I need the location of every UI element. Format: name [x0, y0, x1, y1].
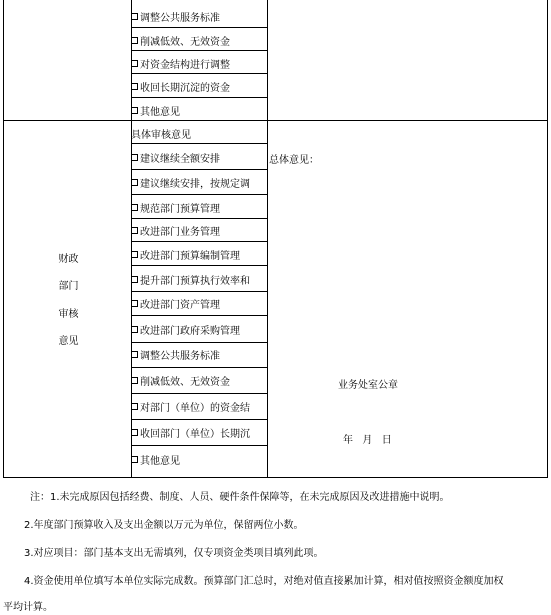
- finance-row-label: 财政: [58, 254, 79, 265]
- checkbox-option[interactable]: 建议继续全额安排: [131, 146, 267, 169]
- finance-row-label: 审核: [58, 309, 79, 320]
- checkbox-option[interactable]: 调整公共服务标准: [131, 343, 267, 366]
- checkbox-icon[interactable]: [131, 179, 138, 186]
- checkbox-option[interactable]: 规范部门预算管理: [131, 196, 267, 219]
- checkbox-icon[interactable]: [131, 83, 138, 90]
- column-divider-2: [267, 0, 268, 478]
- checkbox-option[interactable]: 其他意见: [131, 448, 267, 471]
- checkbox-icon[interactable]: [131, 107, 138, 114]
- note-line: 3.对应项目：部门基本支出无需填列，仅专项资金类项目填列此项。: [24, 548, 324, 559]
- row-line: [131, 315, 268, 316]
- checkbox-icon[interactable]: [131, 37, 138, 44]
- checkbox-icon[interactable]: [131, 13, 138, 20]
- row-line: [131, 393, 268, 394]
- checkbox-option[interactable]: 建议继续安排，按规定调: [131, 171, 267, 194]
- row-line: [131, 367, 268, 368]
- row-line: [131, 143, 268, 144]
- checkbox-option[interactable]: 改进部门政府采购管理: [131, 318, 267, 341]
- row-line: [131, 419, 268, 420]
- checkbox-icon[interactable]: [131, 377, 138, 384]
- finance-row-label: 部门: [58, 281, 79, 292]
- row-line: [131, 169, 268, 170]
- table-border-left: [3, 0, 4, 478]
- checkbox-icon[interactable]: [131, 204, 138, 211]
- checkbox-icon[interactable]: [131, 154, 138, 161]
- checkbox-option[interactable]: 收回长期沉淀的资金: [131, 75, 267, 98]
- row-line: [131, 194, 268, 195]
- checkbox-option[interactable]: 调整公共服务标准: [131, 5, 267, 28]
- checkbox-option[interactable]: 其他意见: [131, 99, 267, 122]
- specific-review-title: 具体审核意见: [131, 130, 191, 141]
- checkbox-option[interactable]: 对部门（单位）的资金结: [131, 395, 267, 418]
- checkbox-icon[interactable]: [131, 251, 138, 258]
- note-line: 注：1.未完成原因包括经费、制度、人员、硬件条件保障等，在未完成原因及改进措施中说明。: [30, 492, 450, 503]
- checkbox-option[interactable]: 提升部门预算执行效率和: [131, 268, 267, 291]
- checkbox-icon[interactable]: [131, 326, 138, 333]
- checkbox-option[interactable]: 改进部门业务管理: [131, 219, 267, 242]
- note-line: 4.资金使用单位填写本单位实际完成数。预算部门汇总时，对绝对值直接累加计算，相对值按照资金额度加权: [24, 576, 504, 587]
- signature-date: 年 月 日: [343, 435, 393, 446]
- checkbox-icon[interactable]: [131, 456, 138, 463]
- note-line: 平均计算。: [3, 602, 53, 613]
- checkbox-option[interactable]: 收回部门（单位）长期沉: [131, 421, 267, 444]
- table-border-bottom: [3, 477, 548, 478]
- row-line: [131, 445, 268, 446]
- checkbox-option[interactable]: 改进部门预算编制管理: [131, 243, 267, 266]
- table-border-right: [547, 0, 548, 478]
- section-divider: [3, 120, 548, 121]
- checkbox-icon[interactable]: [131, 403, 138, 410]
- checkbox-icon[interactable]: [131, 60, 138, 67]
- note-line: 2.年度部门预算收入及支出金额以万元为单位，保留两位小数。: [24, 520, 304, 531]
- checkbox-option[interactable]: 削减低效、无效资金: [131, 369, 267, 392]
- department-seal: 业务处室公章: [338, 380, 398, 391]
- checkbox-icon[interactable]: [131, 351, 138, 358]
- checkbox-icon[interactable]: [131, 276, 138, 283]
- checkbox-option[interactable]: 对资金结构进行调整: [131, 52, 267, 75]
- review-table: [3, 0, 548, 478]
- checkbox-option[interactable]: 改进部门资产管理: [131, 292, 267, 315]
- checkbox-icon[interactable]: [131, 429, 138, 436]
- checkbox-icon[interactable]: [131, 300, 138, 307]
- checkbox-option[interactable]: 削减低效、无效资金: [131, 29, 267, 52]
- finance-row-label: 意见: [58, 336, 79, 347]
- overall-opinion-title: 总体意见：: [269, 155, 319, 166]
- checkbox-icon[interactable]: [131, 227, 138, 234]
